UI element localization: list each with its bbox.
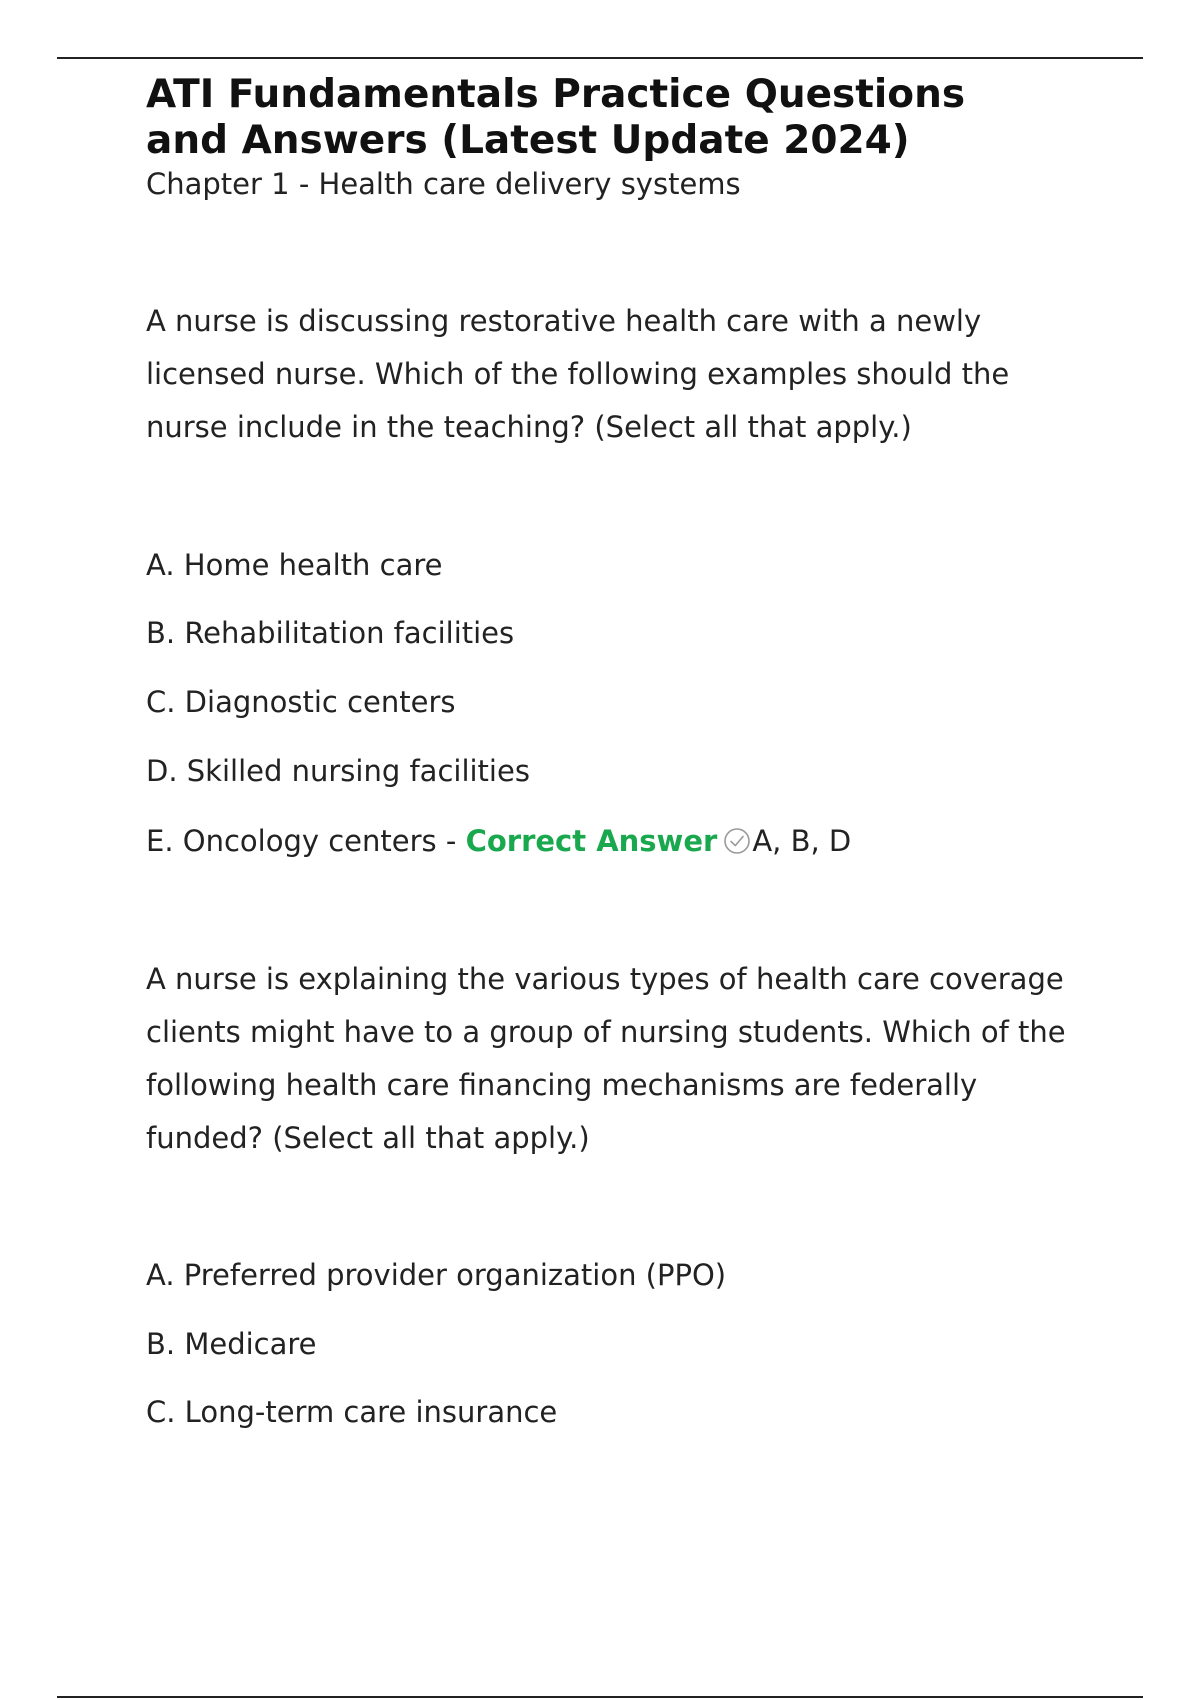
bottom-rule	[57, 1696, 1143, 1698]
question-2-text: A nurse is explaining the various types of health care coverage clients might have to a group of nursing students. Which of the following health care financing mechanisms are federally funded? (Select all that apply.)	[146, 962, 1066, 1155]
question-1-text: A nurse is discussing restorative health care with a newly licensed nurse. Which of the following examples should the nurse include in the teaching? (Select all that apply.)	[146, 304, 1010, 444]
q1-option-a: A. Home health care	[146, 548, 443, 582]
correct-answer-value: A, B, D	[752, 824, 852, 858]
q1-option-d: D. Skilled nursing facilities	[146, 754, 530, 788]
title-line-1: ATI Fundamentals Practice Questions	[146, 72, 966, 117]
document-title	[146, 72, 1146, 164]
q2-option-a: A. Preferred provider organization (PPO)	[146, 1258, 727, 1292]
q1-option-b: B. Rehabilitation facilities	[146, 616, 515, 650]
q1-option-e: E. Oncology centers -	[146, 824, 466, 858]
q2-option-b: B. Medicare	[146, 1327, 317, 1361]
title-line-2: and Answers (Latest Update 2024)	[146, 118, 910, 163]
q1-option-c: C. Diagnostic centers	[146, 685, 456, 719]
q1-option-e-line	[146, 823, 851, 859]
q2-option-c: C. Long-term care insurance	[146, 1395, 558, 1429]
correct-answer-label: Correct Answer	[465, 824, 718, 858]
check-circle-icon	[723, 827, 751, 855]
top-rule	[57, 57, 1143, 59]
chapter-subtitle: Chapter 1 - Health care delivery systems	[146, 167, 741, 201]
